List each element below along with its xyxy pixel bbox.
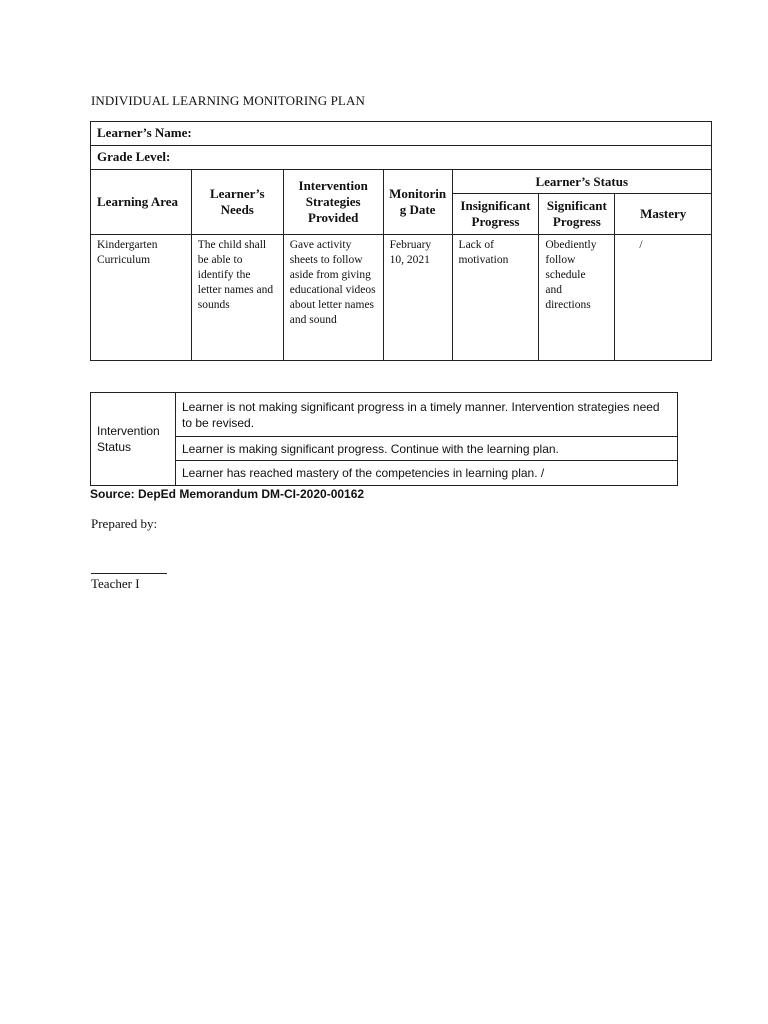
cell-monitoring-date: February 10, 2021 xyxy=(383,235,452,361)
header-significant-progress: Significant Progress xyxy=(539,194,615,235)
header-learning-area: Learning Area xyxy=(91,170,192,235)
status-row-not-significant: Learner is not making significant progress in a timely manner. Intervention strategies need to be revised. xyxy=(176,393,678,437)
cell-mastery: / xyxy=(615,235,712,361)
header-learners-needs: Learner’s Needs xyxy=(191,170,283,235)
monitoring-plan-table xyxy=(90,121,712,361)
intervention-status-table xyxy=(90,392,678,486)
status-row-significant: Learner is making significant progress. Continue with the learning plan. xyxy=(176,437,678,461)
cell-significant-progress: Obediently follow schedule and directions xyxy=(539,235,615,361)
cell-insignificant-progress: Lack of motivation xyxy=(452,235,539,361)
cell-learners-needs: The child shall be able to identify the letter names and sounds xyxy=(191,235,283,361)
status-row-mastery: Learner has reached mastery of the competencies in learning plan. / xyxy=(176,461,678,486)
cell-intervention: Gave activity sheets to follow aside from giving educational videos about letter names and sound xyxy=(283,235,383,361)
prepared-by-label: Prepared by: xyxy=(91,516,158,531)
document-title: INDIVIDUAL LEARNING MONITORING PLAN xyxy=(91,93,365,108)
learner-name-label: Learner’s Name: xyxy=(91,122,712,146)
header-learners-status: Learner’s Status xyxy=(452,170,711,194)
signature-line xyxy=(91,573,167,574)
header-intervention-strategies: Intervention Strategies Provided xyxy=(283,170,383,235)
header-insignificant-progress: Insignificant Progress xyxy=(452,194,539,235)
intervention-status-label: Intervention Status xyxy=(91,393,176,486)
source-note: Source: DepEd Memorandum DM-CI-2020-00162 xyxy=(90,487,365,501)
signatory-role: Teacher I xyxy=(91,576,140,591)
header-mastery: Mastery xyxy=(615,194,712,235)
header-monitoring-date: Monitoring Date xyxy=(383,170,452,235)
grade-level-label: Grade Level: xyxy=(91,146,712,170)
cell-learning-area: Kindergarten Curriculum xyxy=(91,235,192,361)
